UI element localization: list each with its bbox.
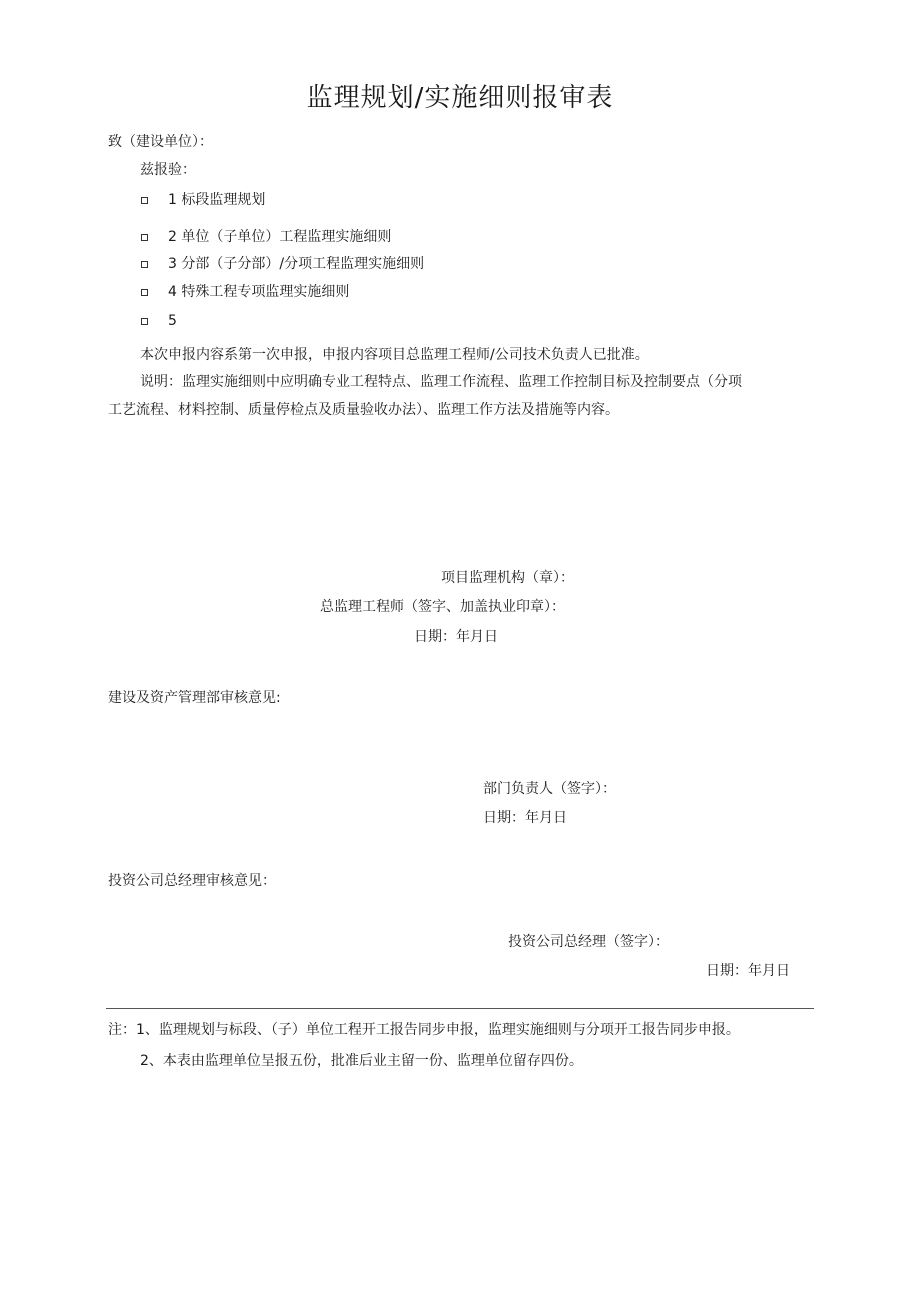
construction-dept-opinion-label: 建设及资产管理部审核意见: <box>108 690 281 706</box>
option-4-checkbox[interactable] <box>141 289 148 296</box>
gm-sign-label: 投资公司总经理（签字）： <box>508 934 669 950</box>
chief-engineer-sign-label: 总监理工程师（签字、加盖执业印章）： <box>320 599 565 615</box>
option-1-checkbox[interactable] <box>141 197 148 204</box>
note-2: 2、本表由监理单位呈报五份，批准后业主留一份、监理单位留存四份。 <box>140 1053 583 1069</box>
option-2-label: 2 单位（子单位）工程监理实施细则 <box>168 229 392 245</box>
option-3-checkbox[interactable] <box>141 261 148 268</box>
option-2-checkbox[interactable] <box>141 234 148 241</box>
dept-review-date: 日期：年月日 <box>483 810 567 826</box>
dept-head-sign-label: 部门负责人（签字）： <box>483 781 616 797</box>
explanation-line-1: 说明：监理实施细则中应明确专业工程特点、监理工作流程、监理工作控制目标及控制要点（分项 <box>140 374 742 390</box>
statement-text: 本次申报内容系第一次申报，申报内容项目总监理工程师/公司技术负责人已批准。 <box>140 347 649 363</box>
notes-divider <box>106 1008 814 1009</box>
option-1-label: 1 标段监理规划 <box>168 192 266 208</box>
supervision-org-seal-label: 项目监理机构（章）： <box>441 570 574 586</box>
option-5-checkbox[interactable] <box>141 318 148 325</box>
form-title: 监理规划/实施细则报审表 <box>306 83 614 113</box>
supervision-date: 日期：年月日 <box>414 629 498 645</box>
option-4-label: 4 特殊工程专项监理实施细则 <box>168 284 350 300</box>
option-5-label: 5 <box>168 313 177 329</box>
option-3-label: 3 分部（子分部）/分项工程监理实施细则 <box>168 256 425 272</box>
submit-intro: 兹报验： <box>140 162 196 178</box>
note-1: 注：1、监理规划与标段、（子）单位工程开工报告同步申报，监理实施细则与分项开工报告同步申报。 <box>108 1022 740 1038</box>
recipient-line: 致（建设单位）： <box>108 134 213 150</box>
explanation-line-2: 工艺流程、材料控制、质量停检点及质量验收办法）、监理工作方法及措施等内容。 <box>108 402 619 418</box>
gm-review-date: 日期：年月日 <box>706 963 790 979</box>
gm-opinion-label: 投资公司总经理审核意见： <box>108 873 276 889</box>
